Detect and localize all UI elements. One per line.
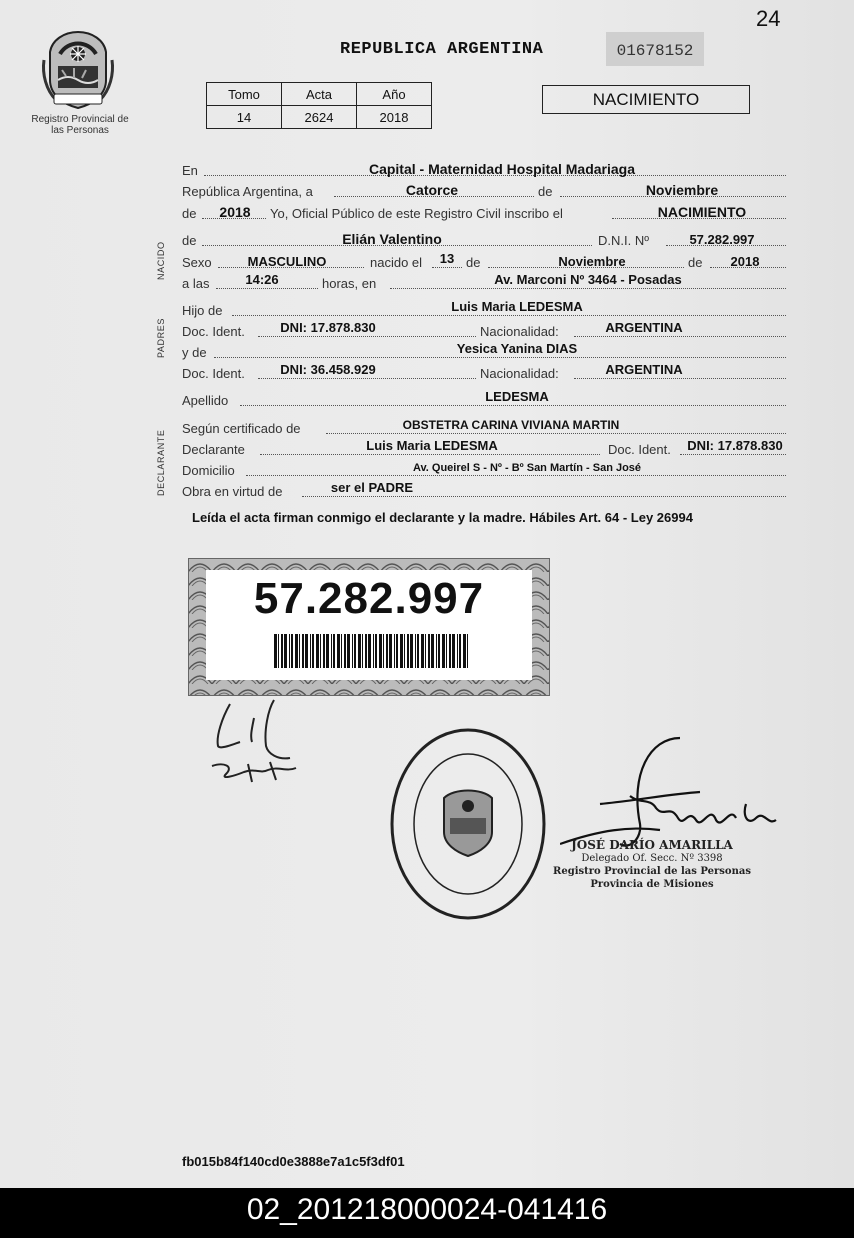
barcode-bar	[316, 634, 319, 668]
father-name-value: Luis Maria LEDESMA	[451, 299, 583, 314]
form-row-date	[182, 181, 786, 201]
barcode-bar	[436, 634, 437, 668]
barcode-bar	[389, 634, 392, 668]
barcode-bar	[331, 634, 332, 668]
barcode-bar	[467, 634, 468, 668]
barcode-bar	[383, 634, 384, 668]
barcode-bar	[347, 634, 350, 668]
book-table-cell: 14	[207, 106, 282, 129]
place-value: Capital - Maternidad Hospital Madariaga	[368, 161, 636, 177]
day-words-value: Catorce	[405, 182, 459, 198]
barcode-bar	[396, 634, 398, 668]
barcode-bar	[281, 634, 283, 668]
oficial-text: Yo, Oficial Público de este Registro Civil inscribo el	[270, 206, 563, 221]
registry-label: Registro Provincial de las Personas	[31, 114, 129, 136]
barcode-bar	[310, 634, 311, 668]
de-label: de	[538, 184, 553, 199]
side-label-padres: PADRES	[156, 318, 166, 358]
form-row-address	[182, 460, 786, 480]
officer-block	[552, 838, 752, 891]
child-name-value: Elián Valentino	[342, 231, 442, 247]
dni-number-stamp: 57.282.997	[253, 574, 485, 623]
barcode-bar	[302, 634, 304, 668]
birth-day-value: 13	[439, 251, 455, 266]
form-row-time	[182, 273, 786, 293]
barcode-bar	[289, 634, 290, 668]
barcode-bar	[415, 634, 416, 668]
barcode-bar	[284, 634, 287, 668]
barcode-bar	[417, 634, 419, 668]
form-row-declarant	[182, 439, 786, 459]
obra-label: Obra en virtud de	[182, 484, 283, 499]
barcode-bar	[379, 634, 382, 668]
barcode-bar	[386, 634, 388, 668]
hijo-label: Hijo de	[182, 303, 223, 318]
barcode-bar	[421, 634, 424, 668]
obra-value: ser el PADRE	[330, 480, 414, 495]
barcode-bar	[452, 634, 455, 668]
barcode-bar	[362, 634, 363, 668]
de-label: de	[182, 233, 197, 248]
declarant-value: Luis Maria LEDESMA	[366, 438, 498, 453]
domicilio-label: Domicilio	[182, 463, 235, 478]
officer-province: Provincia de Misiones	[590, 879, 714, 890]
nacido-label: nacido el	[370, 255, 423, 270]
de-label: de	[466, 255, 481, 270]
form-row-mother-doc	[182, 363, 786, 383]
province-emblem-icon	[40, 30, 116, 110]
form-row-father-doc	[182, 321, 786, 341]
barcode-bar	[428, 634, 430, 668]
closing-text: Leída el acta firman conmigo el declarante y la madre. Hábiles Art. 64 - Ley 26994	[192, 510, 693, 525]
serial-number: 01678152	[606, 32, 704, 66]
official-seal	[388, 726, 548, 922]
de-label: de	[688, 255, 703, 270]
father-nationality-value: ARGENTINA	[605, 320, 683, 335]
year-value: 2018	[219, 204, 251, 220]
yde-label: y de	[182, 345, 207, 360]
signature-officer	[560, 734, 780, 854]
barcode-bar	[341, 634, 342, 668]
doc-label: Doc. Ident.	[182, 324, 245, 339]
sex-value: MASCULINO	[247, 254, 327, 269]
barcode-bar	[352, 634, 353, 668]
month-value: Noviembre	[645, 182, 719, 198]
doc-label: Doc. Ident.	[182, 366, 245, 381]
birth-year-value: 2018	[730, 254, 760, 269]
barcode-bar	[394, 634, 395, 668]
form-row-certificate	[182, 418, 786, 438]
inscription-type-value: NACIMIENTO	[657, 204, 747, 220]
form-row-name	[182, 230, 786, 250]
form-row-place	[182, 160, 786, 180]
horas-label: horas, en	[322, 276, 377, 291]
declarant-doc-value: DNI: 17.878.830	[687, 438, 783, 453]
de-label: de	[182, 206, 197, 221]
officer-registry: Registro Provincial de las Personas	[553, 866, 751, 877]
father-doc-value: DNI: 17.878.830	[280, 320, 376, 335]
barcode-bar	[438, 634, 440, 668]
book-table-header: Año	[357, 83, 432, 106]
address-value: Av. Queirel S - Nº - Bº San Martín - San José	[412, 462, 642, 474]
apellido-label: Apellido	[182, 393, 229, 408]
mother-doc-value: DNI: 36.458.929	[280, 362, 376, 377]
doc-label: Doc. Ident.	[608, 442, 671, 457]
barcode-bar	[431, 634, 434, 668]
nacionalidad-label: Nacionalidad:	[480, 324, 559, 339]
scan-id-bar: 02_201218000024-041416	[0, 1188, 854, 1238]
barcode-bar	[425, 634, 426, 668]
barcode-bar	[323, 634, 325, 668]
barcode-bar	[358, 634, 361, 668]
barcode-bar	[320, 634, 321, 668]
form-row-father	[182, 300, 786, 320]
segun-label: Según certificado de	[182, 421, 301, 436]
officer-position: Delegado Of. Secc. Nº 3398	[581, 853, 723, 864]
birth-time-value: 14:26	[245, 272, 279, 287]
form-row-oficial	[182, 203, 786, 223]
barcode-bar	[407, 634, 409, 668]
book-table-header: Acta	[282, 83, 357, 106]
side-label-nacido: NACIDO	[156, 241, 166, 280]
book-table-value-row	[207, 106, 432, 129]
form-row-obra	[182, 481, 786, 501]
book-table-header-row	[207, 83, 432, 106]
barcode-bar	[344, 634, 346, 668]
barcode-bar	[373, 634, 374, 668]
republica-label: República Argentina, a	[182, 184, 313, 199]
book-table-header: Tomo	[207, 83, 282, 106]
signature-declarant	[204, 696, 334, 796]
nacionalidad-label: Nacionalidad:	[480, 366, 559, 381]
barcode-bar	[368, 634, 371, 668]
barcode-bar	[326, 634, 329, 668]
barcode-bar	[312, 634, 314, 668]
child-dni-value: 57.282.997	[689, 232, 755, 247]
book-table-cell: 2018	[357, 106, 432, 129]
barcode-icon	[272, 634, 472, 668]
barcode-bar	[365, 634, 367, 668]
mother-name-value: Yesica Yanina DIAS	[456, 341, 578, 356]
barcode-bar	[463, 634, 466, 668]
form-row-sex	[182, 252, 786, 272]
sexo-label: Sexo	[182, 255, 212, 270]
barcode-bar	[410, 634, 413, 668]
barcode-bar	[295, 634, 298, 668]
document-hash: fb015b84f140cd0e3888e7a1c5f3df01	[182, 1154, 405, 1169]
alas-label: a las	[182, 276, 210, 291]
certificate-value: OBSTETRA CARINA VIVIANA MARTIN	[402, 418, 620, 432]
surname-value: LEDESMA	[485, 389, 549, 404]
barcode-bar	[278, 634, 279, 668]
page-number: 24	[756, 6, 781, 31]
barcode-bar	[457, 634, 458, 668]
barcode-bar	[459, 634, 461, 668]
declarante-label: Declarante	[182, 442, 245, 457]
form-row-surname	[182, 390, 786, 410]
barcode-bar	[299, 634, 300, 668]
barcode-bar	[274, 634, 277, 668]
act-type-box: NACIMIENTO	[542, 85, 750, 114]
dni-label: D.N.I. Nº	[598, 233, 649, 248]
page-title: REPUBLICA ARGENTINA	[340, 40, 544, 59]
barcode-bar	[449, 634, 451, 668]
barcode-bar	[305, 634, 308, 668]
en-label: En	[182, 163, 198, 178]
side-label-declarante: DECLARANTE	[156, 429, 166, 496]
barcode-bar	[404, 634, 405, 668]
mother-nationality-value: ARGENTINA	[605, 362, 683, 377]
barcode-bar	[375, 634, 377, 668]
barcode-bar	[291, 634, 293, 668]
birth-address-value: Av. Marconi Nº 3464 - Posadas	[494, 272, 682, 287]
barcode-bar	[337, 634, 340, 668]
barcode-bar	[400, 634, 403, 668]
barcode-bar	[333, 634, 335, 668]
form-row-mother	[182, 342, 786, 362]
officer-name: JOSÉ DARÍO AMARILLA	[571, 838, 733, 852]
book-table-cell: 2624	[282, 106, 357, 129]
book-table	[206, 82, 432, 129]
barcode-bar	[446, 634, 447, 668]
birth-month-value: Noviembre	[558, 254, 626, 269]
barcode-bar	[442, 634, 445, 668]
barcode-bar	[354, 634, 356, 668]
